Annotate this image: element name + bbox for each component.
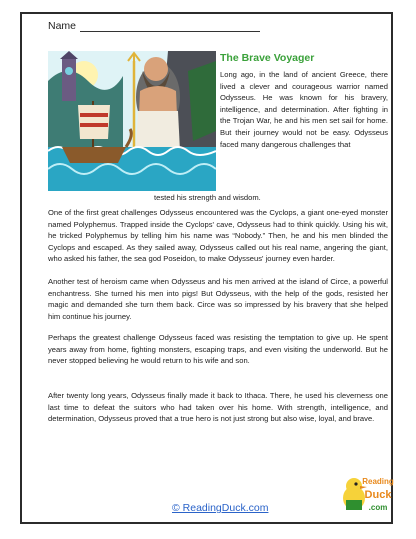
logo-text-com: .com: [368, 503, 388, 512]
name-field[interactable]: [80, 21, 260, 32]
paragraph-ithaca: After twenty long years, Odysseus finally made it back to Ithaca. There, he used his cleverness one last time to defeat the suitors who had taken over his home. With strength, intelligence, and determination, Odysseus proved that a true hero is not just strong but also wise, loyal, and brave.: [48, 391, 388, 424]
name-label: Name: [48, 20, 77, 32]
paragraph-cyclops: One of the first great challenges Odysseus encountered was the Cyclops, a giant one-eyed monster named Polyphemus. Trapped inside the Cyclops' cave, Odysseus had to think quickly. Using his wit, he tricked Polyphemus by telling him his name was “Nobody.” Then, he and his men blinded the Cyclops and escaped. As they sailed away, Odysseus called out his real name, angering the giant, who asked his father, the sea god Poseidon, to make Odysseus' journey even harder.: [48, 208, 388, 264]
paragraph-circe: Another test of heroism came when Odysseus and his men arrived at the island of Circe, a powerful enchantress. She turned his men into pigs! But Odysseus, with the help of the gods, resisted her magic and demanded she turn them back. Circe was so impressed by his bravery that she helped him continue his journey.: [48, 277, 388, 321]
logo-text-duck: Duck: [364, 489, 392, 501]
name-row: [48, 20, 260, 32]
readingduck-logo: [340, 472, 400, 516]
story-title: The Brave Voyager: [220, 52, 315, 64]
odysseus-illustration: [48, 51, 216, 191]
worksheet-page: [20, 12, 393, 524]
intro-paragraph-end: tested his strength and wisdom.: [154, 193, 261, 202]
readingduck-link[interactable]: © ReadingDuck.com: [172, 502, 269, 514]
logo-text-reading: Reading: [362, 477, 394, 486]
intro-paragraph: Long ago, in the land of ancient Greece, there lived a clever and courageous warrior named Odysseus. He was known for his bravery, intelligence, and determination. After fighting in the Trojan War, he and his men set sail for home. But their journey would not be easy. Odysseus faced many dangerous challenges that: [220, 70, 388, 149]
paragraph-temptation: Perhaps the greatest challenge Odysseus faced was resisting the temptation to give up. He spent years away from home, fighting monsters, escaping traps, and even visiting the underworld. But he never stopped believing he would return to his wife and son.: [48, 333, 388, 366]
